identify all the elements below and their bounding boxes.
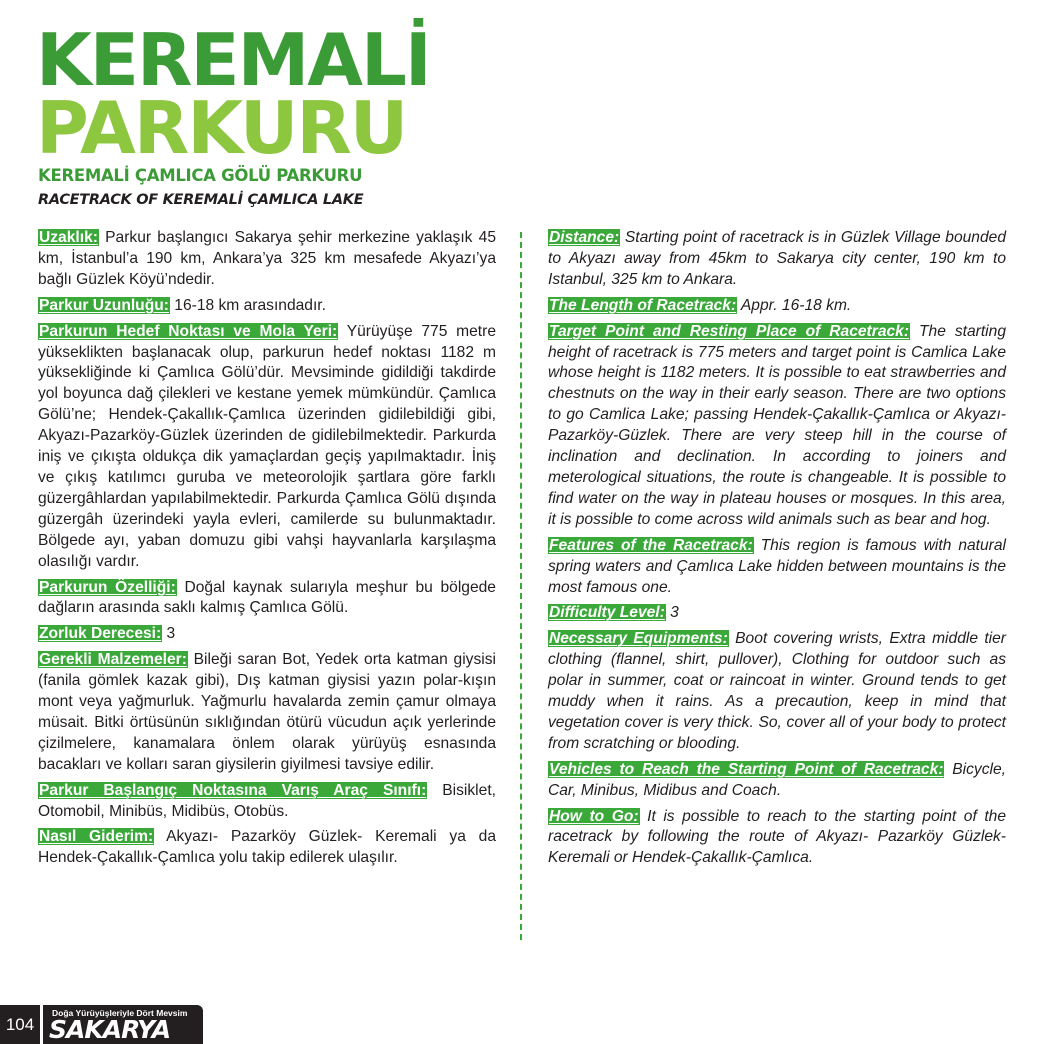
text-feature-en: This region is famous with natural spring waters and Çamlıca Lake hidden between mountains is the most famous one. (548, 536, 1006, 596)
paragraph-target-tr (38, 322, 496, 573)
label-length-en: The Length of Racetrack: (549, 296, 737, 314)
paragraph-difficulty-en (548, 603, 1006, 624)
text-target-tr: Yürüyüşe 775 metre yükseklikten başlanacak olup, parkurun hedef noktası 1182 m yüksekliğinde ki Çamlıca Gölü’dür. Mevsiminde gidildiği takdirde yol boyunca dağ çilekleri ve kestane yemek mümkündür. Çamlıca Gölü’ne; Hendek-Çakallık-Çamlıca üzerinden gidilebildiği gibi, Akyazı-Pazarköy-Güzlek üzerinden de gidilebilmektedir. Parkurda iniş ve çıkışta oldukça dik yamaçlardan geçiş yapılmaktadır. İniş ve çıkış katılımcı guruba ve meteorolojik şartlara göre farklı güzergâhlardan yapılabilmektedir. Parkurda Çamlıca Gölü dışında güzergâh üzerindeki yayla evleri, camilerde su bulunmaktadır. Bölgede ayı, yaban domuzu gibi vahşi hayvanlarla karşılaşma olasılığı vardır. (38, 322, 496, 570)
paragraph-feature-tr (38, 578, 496, 620)
label-feature-tr: Parkurun Özelliği: (39, 578, 176, 596)
paragraph-feature-en (548, 536, 1006, 599)
text-feature-tr: Doğal kaynak sularıyla meşhur bu bölgede dağların arasında saklı kalmış Çamlıca Gölü. (38, 578, 496, 617)
paragraph-vehicles-en (548, 760, 1006, 802)
english-column (548, 228, 1006, 874)
paragraph-difficulty-tr (38, 624, 496, 645)
label-equipment-tr: Gerekli Malzemeler: (39, 651, 187, 669)
logo-tagline: Doğa Yürüyüşleriyle Dört Mevsim (52, 1008, 188, 1018)
text-distance-en: Starting point of racetrack is in Güzlek Village bounded to Akyazı away from 45km to Sakarya city center, 190 km to Istanbul, 325 km to Ankara. (548, 229, 1006, 288)
label-vehicles-tr: Parkur Başlangıç Noktasına Varış Araç Sınıfı: (39, 781, 427, 799)
text-howto-tr: Akyazı- Pazarköy Güzlek- Keremali ya da Hendek-Çakallık-Çamlıca yolu takip edilerek ulaşılır. (38, 828, 496, 867)
paragraph-distance-en (548, 228, 1006, 291)
subtitle-turkish: KEREMALİ ÇAMLICA GÖLÜ PARKURU (38, 166, 363, 185)
paragraph-howto-tr (38, 827, 496, 869)
logo-wordmark: SAKARYA (49, 1015, 171, 1044)
label-howto-tr: Nasıl Giderim: (39, 828, 154, 846)
turkish-column (38, 228, 496, 874)
text-equipment-tr: Bileği saran Bot, Yedek orta katman giysisi (fanila gömlek kazak gibi), Dış katman giysisi yazın polar-kışın mont veya yağmurluk. Yağmurlu havalarda zemin çamur olmaya müsait. Bitki örtüsünün sıklığından ötürü vücudun açık yerlerinde çizilmelere, kanamalara önlem olarak yürüyüş esnasında bacakları ve kolları saran giysilerin giyilmesi tavsiye edilir. (38, 651, 496, 773)
page-number: 104 (0, 1005, 40, 1044)
text-howto-en: It is possible to reach to the starting point of the racetrack by following the route of Akyazı- Pazarköy Güzlek-Keremali or Hendek-Çakallık-Çamlıca. (548, 807, 1007, 867)
text-distance-tr: Parkur başlangıcı Sakarya şehir merkezine yaklaşık 45 km, İstanbul’a 190 km, Ankara’ya 325 km mesafede Akyazı’ya bağlı Güzlek Köyü’ndedir. (38, 229, 496, 288)
subtitle-english: RACETRACK OF KEREMALİ ÇAMLICA LAKE (38, 192, 364, 208)
text-length-en: Appr. 16-18 km. (737, 296, 852, 314)
title-line-1: KEREMALİ (36, 18, 430, 102)
text-vehicles-tr: Bisiklet, Otomobil, Minibüs, Midibüs, Otobüs. (38, 781, 496, 820)
label-difficulty-en: Difficulty Level: (549, 604, 665, 622)
text-length-tr: 16-18 km arasındadır. (169, 296, 326, 314)
paragraph-length-tr (38, 296, 496, 317)
paragraph-distance-tr (38, 228, 496, 291)
title-line-2: PARKURU (36, 86, 407, 170)
paragraph-howto-en (548, 807, 1006, 870)
column-divider (520, 232, 522, 940)
label-distance-tr: Uzaklık: (39, 229, 98, 246)
text-vehicles-en: Bicycle, Car, Minibus, Midibus and Coach. (548, 760, 1006, 799)
paragraph-vehicles-tr (38, 781, 496, 823)
label-equipment-en: Necessary Equipments: (549, 630, 728, 648)
label-vehicles-en: Vehicles to Reach the Starting Point of Racetrack: (549, 760, 944, 778)
sakarya-logo (43, 1005, 203, 1044)
text-difficulty-tr: 3 (162, 625, 176, 643)
paragraph-target-en (548, 322, 1006, 531)
label-target-en: Target Point and Resting Place of Racetrack: (549, 322, 910, 340)
text-equipment-en: Boot covering wrists, Extra middle tier clothing (flannel, shirt, pullover), Clothing for outdoor such as polar in summer, coat or raincoat in winter. Ground tends to get muddy when it rains. As a precaution, keep in mind that vegetation cover is very thick. So, cover all of your body to protect from scratching or blooding. (548, 630, 1006, 752)
paragraph-length-en (548, 296, 1006, 317)
text-difficulty-en: 3 (665, 604, 679, 622)
paragraph-equipment-en (548, 629, 1006, 754)
label-howto-en: How to Go: (549, 807, 639, 825)
label-feature-en: Features of the Racetrack: (549, 536, 753, 554)
label-difficulty-tr: Zorluk Derecesi: (39, 625, 162, 643)
label-length-tr: Parkur Uzunluğu: (39, 296, 169, 314)
text-target-en: The starting height of racetrack is 775 meters and target point is Camlica Lake whose height is 1182 meters. It is possible to eat strawberries and chestnuts on the way in their early season. There are two options to go Camlica Lake; passing Hendek-Çakallık-Çamlıca or Akyazı-Pazarköy-Güzlek. There are very steep hill in the course of inclination and declination. In according to joiners and meterological situations, the route is changeable. It is possible to find water on the way in plateau houses or mosques. In this area, it is possible to come across wild animals such as bear and hog. (548, 322, 1006, 528)
paragraph-equipment-tr (38, 650, 496, 775)
label-distance-en: Distance: (549, 229, 620, 246)
label-target-tr: Parkurun Hedef Noktası ve Mola Yeri: (39, 322, 338, 340)
